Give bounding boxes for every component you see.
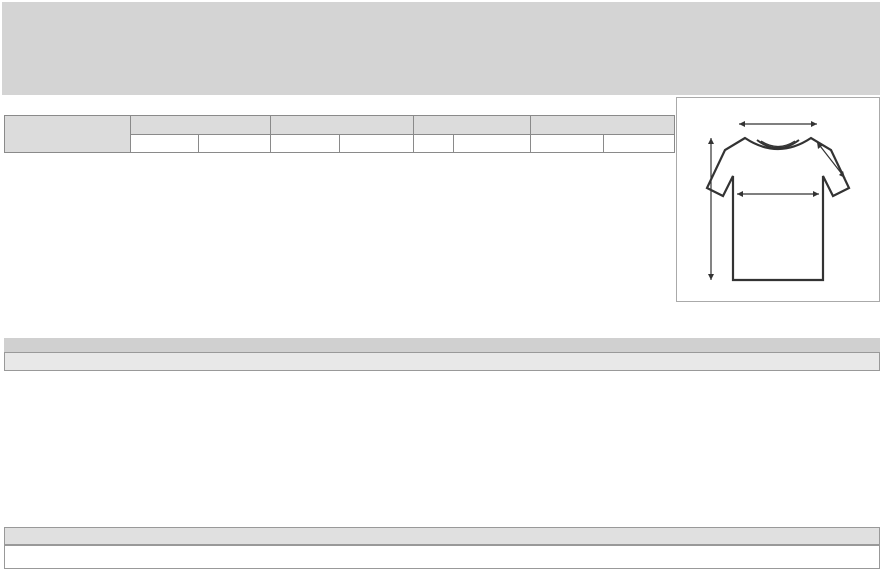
unit-header	[270, 134, 340, 153]
unit-header	[198, 134, 270, 153]
length-header	[414, 116, 531, 135]
weight-kgs-bar	[4, 352, 880, 371]
unit-header	[604, 134, 675, 153]
asian-size-header	[5, 116, 131, 153]
unit-header	[531, 134, 604, 153]
sleeve-header	[531, 116, 675, 135]
shoulder-header	[270, 116, 414, 135]
unit-header	[414, 134, 454, 153]
contact-message	[4, 545, 880, 569]
chart-band	[4, 338, 880, 352]
tshirt-icon	[677, 98, 879, 301]
bust-header	[130, 116, 270, 135]
unit-header	[340, 134, 414, 153]
unit-header	[454, 134, 531, 153]
size-information-title	[4, 97, 674, 115]
weight-lbs-label	[4, 527, 880, 545]
shirt-diagram	[676, 97, 880, 302]
size-information-table	[4, 115, 675, 153]
size-note	[2, 2, 880, 95]
unit-header	[130, 134, 198, 153]
size-chart-title	[4, 304, 878, 338]
